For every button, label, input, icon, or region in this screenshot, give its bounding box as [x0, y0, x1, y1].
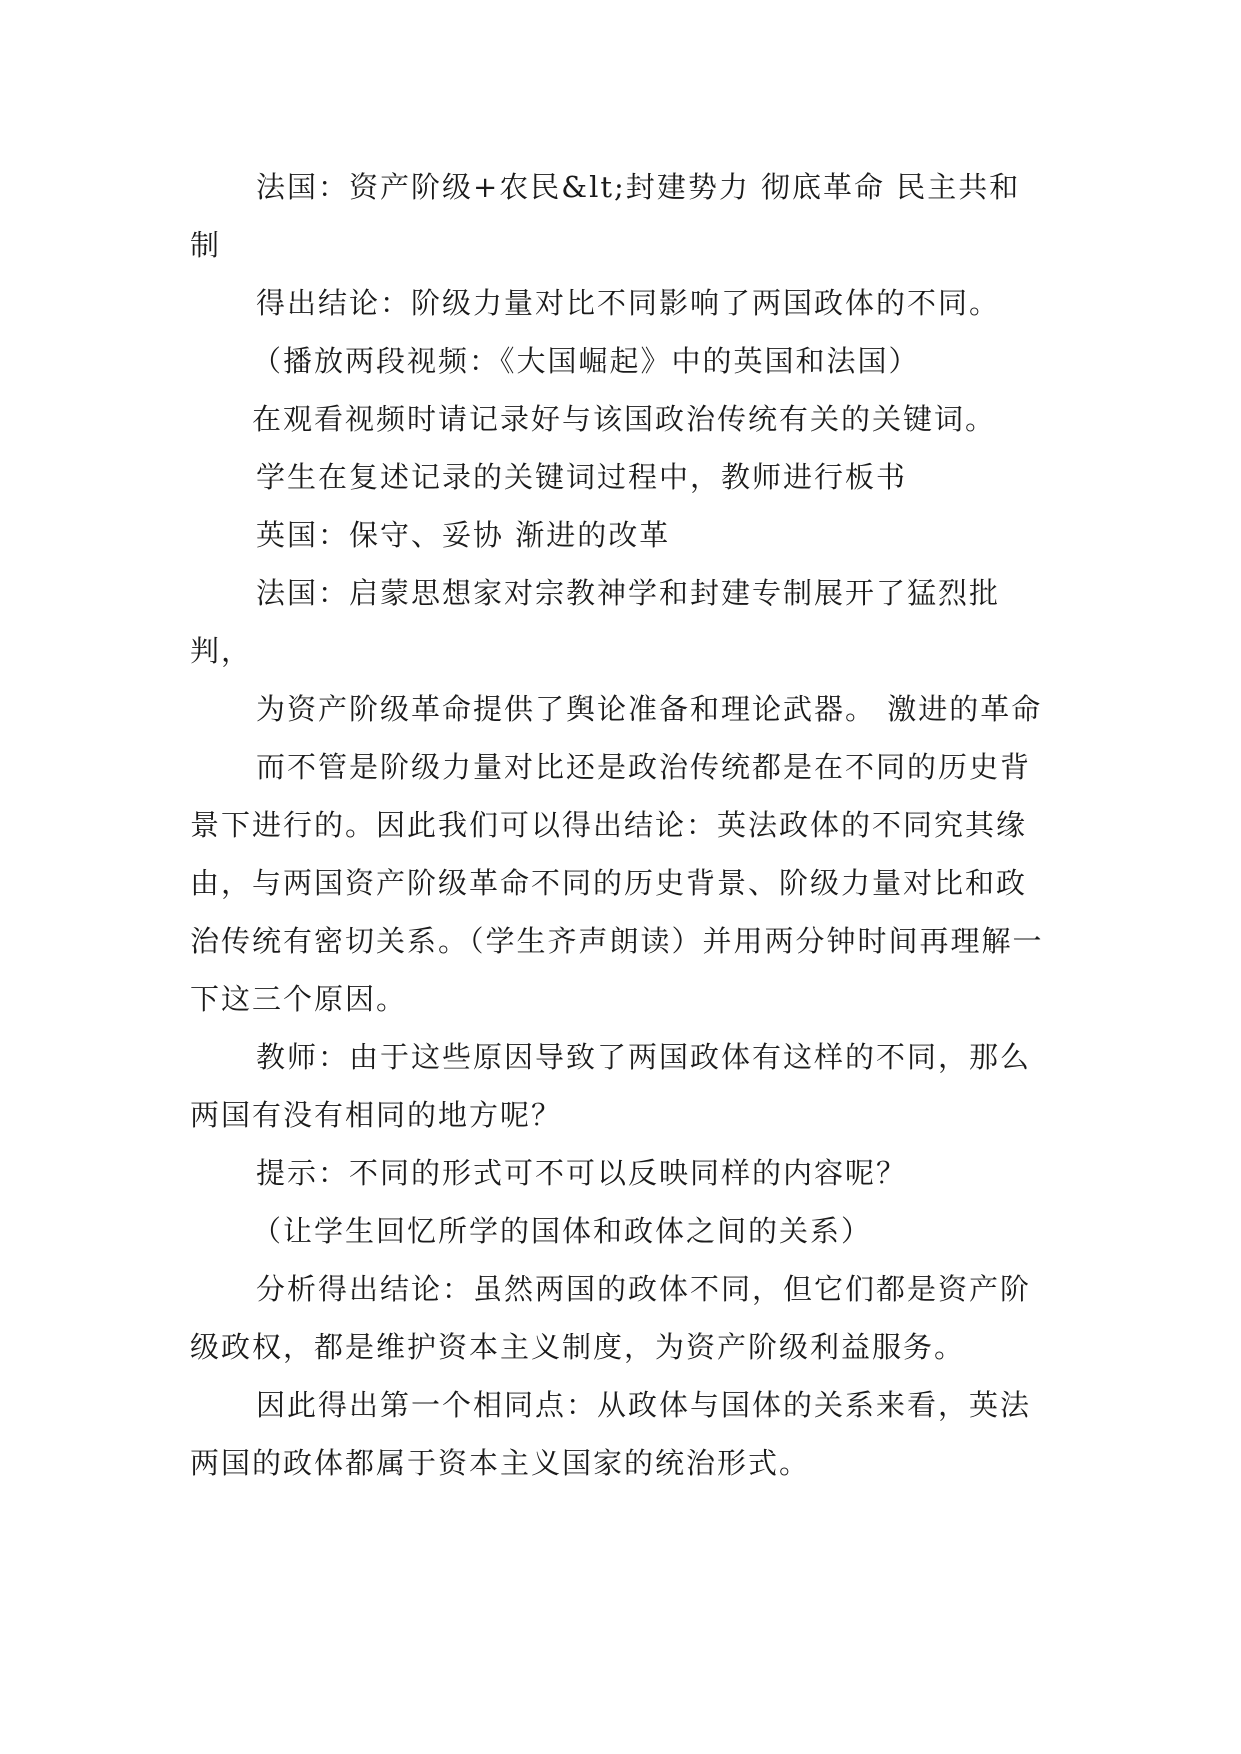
paragraph-first-common-point: 因此得出第一个相同点：从政体与国体的关系来看，英法两国的政体都属于资本主义国家的统治形式。	[190, 1388, 1032, 1480]
paragraph-hint: 提示：不同的形式可不可以反映同样的内容呢？	[256, 1156, 908, 1190]
paragraph-analysis-conclusion: 分析得出结论：虽然两国的政体不同，但它们都是资产阶级政权，都是维护资本主义制度，为资产阶级利益服务。	[190, 1272, 1032, 1364]
paragraph-video-note: （播放两段视频：《大国崛起》中的英国和法国）	[252, 344, 920, 378]
paragraph-blackboard-note: 学生在复述记录的关键词过程中，教师进行板书	[256, 460, 908, 494]
paragraph-conclusion-class-forces: 得出结论：阶级力量对比不同影响了两国政体的不同。	[256, 286, 1001, 320]
paragraph-france-enlightenment: 法国：启蒙思想家对宗教神学和封建专制展开了猛烈批判，	[190, 576, 1001, 668]
document-body	[190, 158, 1050, 1492]
paragraph-france-revolution: 为资产阶级革命提供了舆论准备和理论武器。 激进的革命	[256, 692, 1043, 726]
paragraph-record-keywords: 在观看视频时请记录好与该国政治传统有关的关键词。	[252, 402, 997, 436]
paragraph-britain-tradition: 英国：保守、妥协 渐进的改革	[256, 518, 671, 552]
paragraph-historical-background: 而不管是阶级力量对比还是政治传统都是在不同的历史背景下进行的。因此我们可以得出结论：英法政体的不同究其缘由，与两国资产阶级革命不同的历史背景、阶级力量对比和政治传统有密切关系。（学生齐声朗读）并用两分钟时间再理解一下这三个原因。	[190, 750, 1044, 1016]
paragraph-recall-relation: （让学生回忆所学的国体和政体之间的关系）	[252, 1214, 873, 1248]
paragraph-france-class-forces: 法国：资产阶级+农民&lt;封建势力 彻底革命 民主共和制	[190, 170, 1021, 262]
paragraph-teacher-question: 教师：由于这些原因导致了两国政体有这样的不同，那么两国有没有相同的地方呢？	[190, 1040, 1032, 1132]
